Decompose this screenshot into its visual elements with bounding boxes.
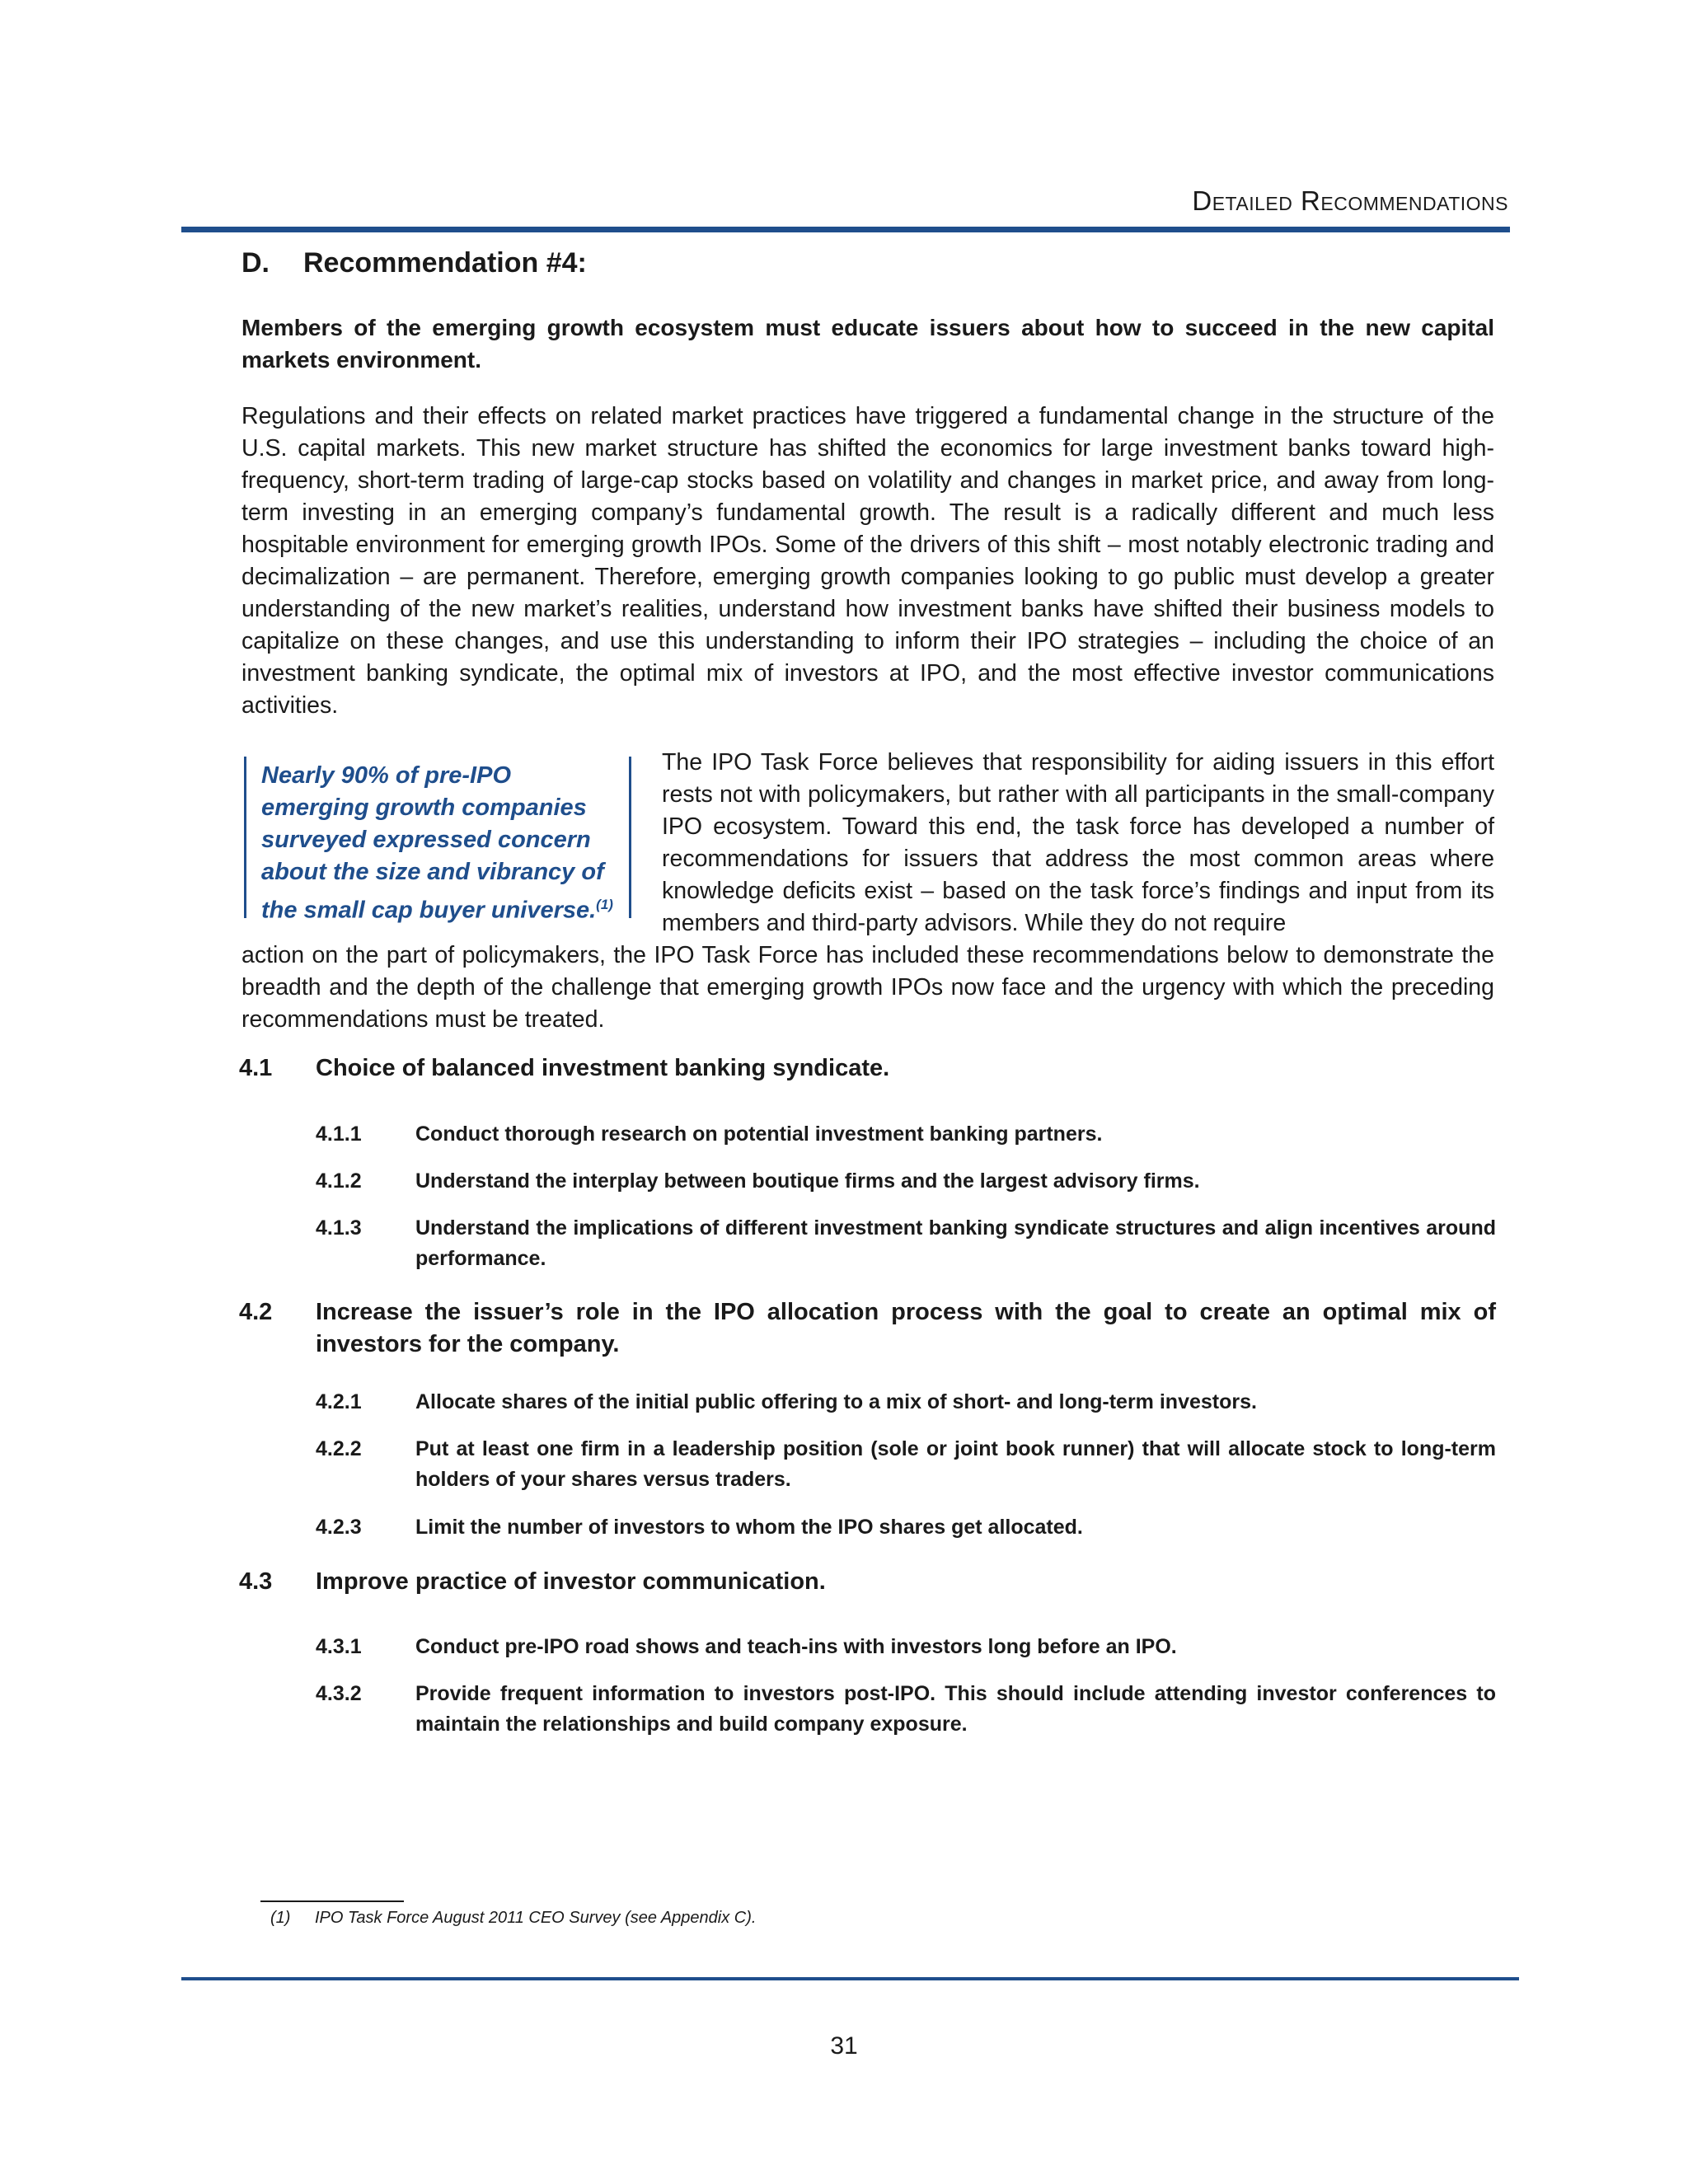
header-rule bbox=[181, 227, 1510, 232]
sub-recommendation-4-3-2 bbox=[316, 1679, 1496, 1740]
sub-text: Provide frequent information to investors post-IPO. This should include attending investor conferences to maintain the relationships and build company exposure. bbox=[415, 1682, 1496, 1736]
sub-number: 4.2.3 bbox=[316, 1516, 362, 1539]
recommendation-text: Choice of balanced investment banking syndicate. bbox=[316, 1055, 890, 1081]
sub-number: 4.1.3 bbox=[316, 1216, 362, 1240]
recommendation-4-2 bbox=[239, 1296, 1496, 1361]
pull-quote-footnote-ref: (1) bbox=[596, 897, 613, 912]
footer-rule bbox=[181, 1977, 1519, 1980]
sub-recommendation-4-1-3 bbox=[316, 1213, 1496, 1274]
sub-recommendation-4-1-2 bbox=[316, 1166, 1496, 1197]
footnote-text: IPO Task Force August 2011 CEO Survey (see Appendix C). bbox=[315, 1909, 757, 1927]
sub-number: 4.2.2 bbox=[316, 1437, 362, 1460]
recommendation-4-3 bbox=[239, 1566, 1496, 1598]
sub-text: Conduct pre-IPO road shows and teach-ins with investors long before an IPO. bbox=[415, 1635, 1177, 1658]
running-header: Detailed Recommendations bbox=[1192, 185, 1508, 216]
body-paragraph-2-side: The IPO Task Force believes that responsibility for aiding issuers in this effort rests not with policymakers, but rather with all participants in the small-company IPO ecosystem. Toward this end, the task force has developed a number of recommendations for issuers that address the most common areas where knowledge deficits exist – based on the task force’s findings and input from its members and third-party advisors. While they do not require bbox=[662, 749, 1494, 936]
lead-statement: Members of the emerging growth ecosystem must educate issuers about how to succeed in the new capital markets environment. bbox=[241, 315, 1494, 373]
body-paragraph-2-continued: action on the part of policymakers, the IPO Task Force has included these recommendations below to demonstrate the breadth and the depth of the challenge that emerging growth IPOs now face and the urgency with which the preceding recommendations must be treated. bbox=[241, 942, 1494, 1033]
section-letter: D. bbox=[241, 247, 270, 279]
recommendation-number: 4.2 bbox=[239, 1299, 273, 1325]
section-heading: Recommendation #4: bbox=[303, 247, 587, 279]
sub-recommendation-4-2-1 bbox=[316, 1387, 1496, 1418]
pull-quote-text: Nearly 90% of pre-IPO emerging growth companies surveyed expressed concern about the size and vibrancy of the small cap buyer universe. bbox=[261, 762, 604, 924]
sub-number: 4.3.1 bbox=[316, 1635, 362, 1658]
recommendation-text: Increase the issuer’s role in the IPO allocation process with the goal to create an optimal mix of investors for the company. bbox=[316, 1299, 1496, 1357]
sub-recommendation-4-1-1 bbox=[316, 1119, 1496, 1150]
sub-text: Allocate shares of the initial public offering to a mix of short- and long-term investors. bbox=[415, 1390, 1257, 1413]
body-paragraph-1: Regulations and their effects on related market practices have triggered a fundamental change in the structure of the U.S. capital markets. This new market structure has shifted the economics for large investment banks toward high-frequency, short-term trading of large-cap stocks based on volatility and changes in market price, and away from long-term investing in an emerging company’s fundamental growth. The result is a radically different and much less hospitable environment for emerging growth IPOs. Some of the drivers of this shift – most notably electronic trading and decimalization – are permanent. Therefore, emerging growth companies looking to go public must develop a greater understanding of the new market’s realities, understand how investment banks have shifted their business models to capitalize on these changes, and use this understanding to inform their IPO strategies – including the choice of an investment banking syndicate, the optimal mix of investors at IPO, and the most effective investor communications activities. bbox=[241, 403, 1494, 719]
sub-text: Limit the number of investors to whom the IPO shares get allocated. bbox=[415, 1516, 1083, 1539]
recommendation-number: 4.1 bbox=[239, 1055, 273, 1081]
sub-text: Understand the interplay between boutique firms and the largest advisory firms. bbox=[415, 1169, 1200, 1193]
sub-recommendation-4-2-3 bbox=[316, 1512, 1496, 1543]
sub-text: Conduct thorough research on potential investment banking partners. bbox=[415, 1122, 1103, 1146]
sub-number: 4.1.2 bbox=[316, 1169, 362, 1193]
sub-text: Put at least one firm in a leadership position (sole or joint book runner) that will allocate stock to long-term holders of your shares versus traders. bbox=[415, 1437, 1496, 1491]
footnote-mark: (1) bbox=[270, 1909, 291, 1927]
sub-recommendation-4-3-1 bbox=[316, 1632, 1496, 1662]
recommendation-text: Improve practice of investor communication. bbox=[316, 1568, 826, 1595]
sub-number: 4.1.1 bbox=[316, 1122, 362, 1146]
footnote bbox=[270, 1909, 756, 1928]
recommendation-number: 4.3 bbox=[239, 1568, 273, 1595]
sub-text: Understand the implications of different investment banking syndicate structures and align incentives around performance. bbox=[415, 1216, 1496, 1270]
sub-number: 4.2.1 bbox=[316, 1390, 362, 1413]
recommendation-4-1 bbox=[239, 1052, 1496, 1085]
section-title bbox=[241, 247, 587, 279]
pull-quote bbox=[244, 757, 631, 924]
sub-number: 4.3.2 bbox=[316, 1682, 362, 1705]
footnote-rule bbox=[260, 1900, 404, 1902]
page-number: 31 bbox=[830, 2032, 858, 2060]
sub-recommendation-4-2-2 bbox=[316, 1434, 1496, 1495]
